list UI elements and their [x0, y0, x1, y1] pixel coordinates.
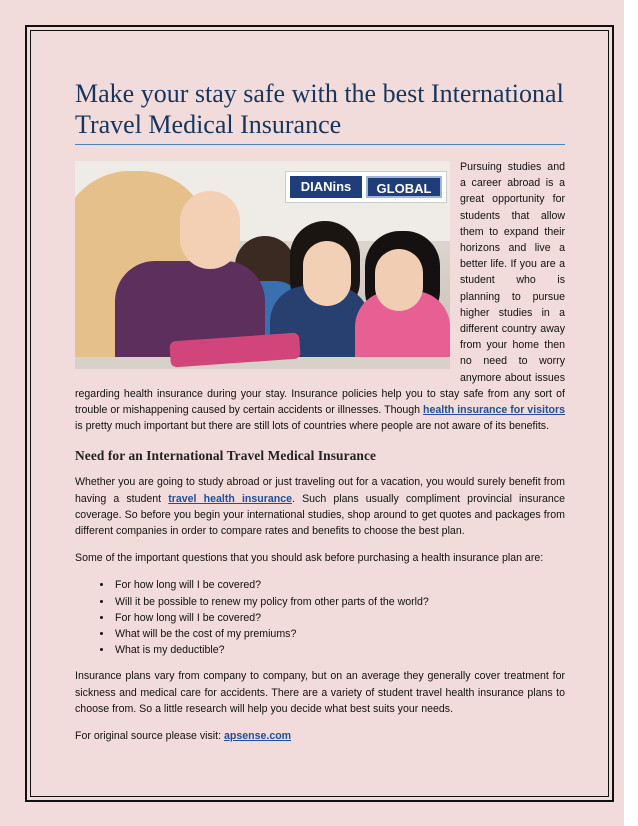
health-insurance-link[interactable]: health insurance for visitors	[423, 404, 565, 417]
list-item: • What will be the cost of my premiums?	[113, 626, 565, 642]
questions-list	[75, 577, 565, 658]
source-line: For original source please visit: apsense.com	[75, 730, 292, 743]
apsense-link[interactable]: apsense.com	[223, 730, 292, 743]
section-heading: Need for an International Travel Medical Insurance	[75, 448, 377, 464]
dianins-global-logo: DIANins GLOBAL	[285, 171, 447, 203]
intro-section	[75, 159, 565, 434]
list-item: • What is my deductible?	[113, 642, 565, 658]
page-title: Make your stay safe with the best International Travel Medical Insurance	[75, 78, 565, 145]
list-item: • For how long will I be covered?	[113, 610, 565, 626]
article	[75, 78, 565, 755]
paragraph-plans: Insurance plans vary from company to company, but on an average they generally cover treatment for sickness and medical care for accidents. There are a variety of student travel health insurance plans to choose from. So a little research will help you decide what best suits your needs.	[75, 670, 565, 715]
students-photo	[75, 161, 450, 369]
paragraph-benefit: Whether you are going to study abroad or just traveling out for a vacation, you would surely benefit from having a student travel health insurance. Such plans usually compliment provincial insurance coverage. So before you begin your international studies, shop around to get quotes and packages from different companies in order to compare rates and benefits to choose the best plan.	[75, 476, 565, 538]
intro-paragraph: Pursuing studies and a career abroad is a great opportunity for students that allow them to expand their horizons and live a better life. If you are a student who is planning to pursue higher studies in a different country away from your home then no need to worry anymore about issues regarding health insurance during your stay. Insurance policies help you to stay safe from any sort of trouble or mishappening caused by certain accidents or illnesses. Though health insurance for visitors is pretty much important but there are still lots of countries where people are not aware of its benefits.	[75, 161, 565, 433]
list-item: • Will it be possible to renew my policy from other parts of the world?	[113, 594, 565, 610]
travel-health-insurance-link[interactable]: travel health insurance	[168, 492, 292, 505]
list-item: • For how long will I be covered?	[113, 577, 565, 593]
paragraph-questions-intro: Some of the important questions that you should ask before purchasing a health insurance plan are:	[75, 552, 544, 565]
